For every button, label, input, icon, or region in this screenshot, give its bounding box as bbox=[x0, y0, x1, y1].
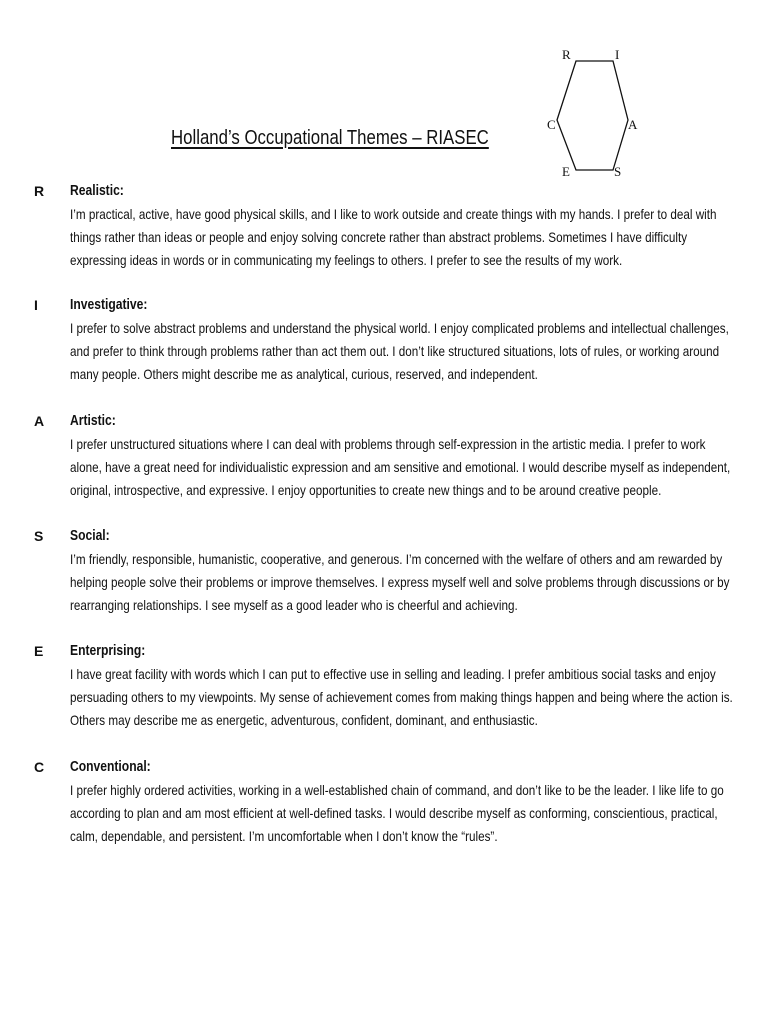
theme-name: Enterprising: bbox=[70, 643, 146, 659]
theme-description bbox=[70, 779, 730, 848]
theme-description bbox=[70, 317, 730, 386]
description-line: rearranging relationships. I see myself as a good leader who is cheerful and achieving. bbox=[70, 597, 518, 613]
description-line: many people. Others might describe me as analytical, curious, reserved, and independent. bbox=[70, 366, 538, 382]
theme-description bbox=[70, 203, 730, 272]
description-line: persuading others to my viewpoints. My sense of achievement comes from making things happen and being where the action is. bbox=[70, 689, 733, 705]
description-line: Others may describe me as energetic, adventurous, confident, dominant, and enthusiastic. bbox=[70, 712, 538, 728]
description-line: I’m practical, active, have good physical skills, and I like to work outside and create things with my hands. I prefer to deal with bbox=[70, 206, 717, 222]
theme-letter: I bbox=[34, 297, 38, 313]
hexagon-label-r: R bbox=[562, 47, 571, 62]
description-line: and prefer to think through problems rather than act them out. I don’t like structured situations, lots of rules, or working around bbox=[70, 343, 720, 359]
theme-description bbox=[70, 663, 733, 732]
theme-description bbox=[70, 433, 730, 502]
description-line: alone, have a great need for individualistic expression and am sensitive and emotional. I would describe myself as independent, bbox=[70, 459, 731, 475]
theme-name: Conventional: bbox=[70, 759, 151, 775]
hexagon-label-c: C bbox=[547, 117, 556, 132]
description-line: I have great facility with words which I can put to effective use in selling and leading. I prefer ambitious social tasks and enjoy bbox=[70, 666, 716, 682]
theme-name: Realistic: bbox=[70, 183, 124, 199]
hexagon-label-s: S bbox=[614, 164, 622, 179]
document-title: Holland’s Occupational Themes – RIASEC bbox=[171, 127, 489, 149]
theme-letter: E bbox=[34, 643, 44, 659]
theme-name: Investigative: bbox=[70, 297, 148, 313]
theme-body bbox=[70, 180, 730, 272]
theme-body bbox=[70, 756, 730, 848]
theme-body bbox=[70, 525, 730, 617]
hexagon-label-i: I bbox=[615, 47, 620, 62]
hexagon-label-e: E bbox=[562, 164, 570, 179]
theme-name: Social: bbox=[70, 528, 110, 544]
theme-body bbox=[70, 640, 733, 732]
theme-description bbox=[70, 548, 730, 617]
description-line: calm, dependable, and persistent. I’m uncomfortable when I don’t know the “rules”. bbox=[70, 828, 498, 844]
description-line: things rather than ideas or people and enjoy solving concrete rather than abstract problems. Sometimes I have difficulty bbox=[70, 229, 688, 245]
theme-letter: C bbox=[34, 759, 45, 775]
theme-letter: R bbox=[34, 183, 45, 199]
riasec-hexagon-diagram bbox=[535, 40, 645, 185]
theme-name: Artistic: bbox=[70, 413, 116, 429]
hexagon-outline bbox=[557, 61, 628, 170]
description-line: I prefer unstructured situations where I can deal with problems through self-expression in the artistic media. I prefer to work bbox=[70, 436, 706, 452]
theme-letter: S bbox=[34, 528, 44, 544]
description-line: helping people solve their problems or improve themselves. I express myself well and solve problems through discussions or by bbox=[70, 574, 730, 590]
theme-body bbox=[70, 410, 730, 502]
description-line: I prefer highly ordered activities, working in a well-established chain of command, and don’t like to be the leader. I like life to go bbox=[70, 782, 724, 798]
description-line: I’m friendly, responsible, humanistic, cooperative, and generous. I’m concerned with the welfare of others and am rewarded by bbox=[70, 551, 723, 567]
description-line: expressing ideas in words or in communicating my feelings to others. I prefer to see the results of my work. bbox=[70, 252, 623, 268]
description-line: original, introspective, and expressive. I enjoy opportunities to create new things and to be around creative people. bbox=[70, 482, 662, 498]
theme-body bbox=[70, 294, 730, 386]
description-line: I prefer to solve abstract problems and understand the physical world. I enjoy complicated problems and intellectual challenges, bbox=[70, 320, 729, 336]
theme-letter: A bbox=[34, 413, 45, 429]
hexagon-label-a: A bbox=[628, 117, 638, 132]
description-line: according to plan and am most efficient at well-defined tasks. I would describe myself as conforming, conscientious, practical, bbox=[70, 805, 718, 821]
